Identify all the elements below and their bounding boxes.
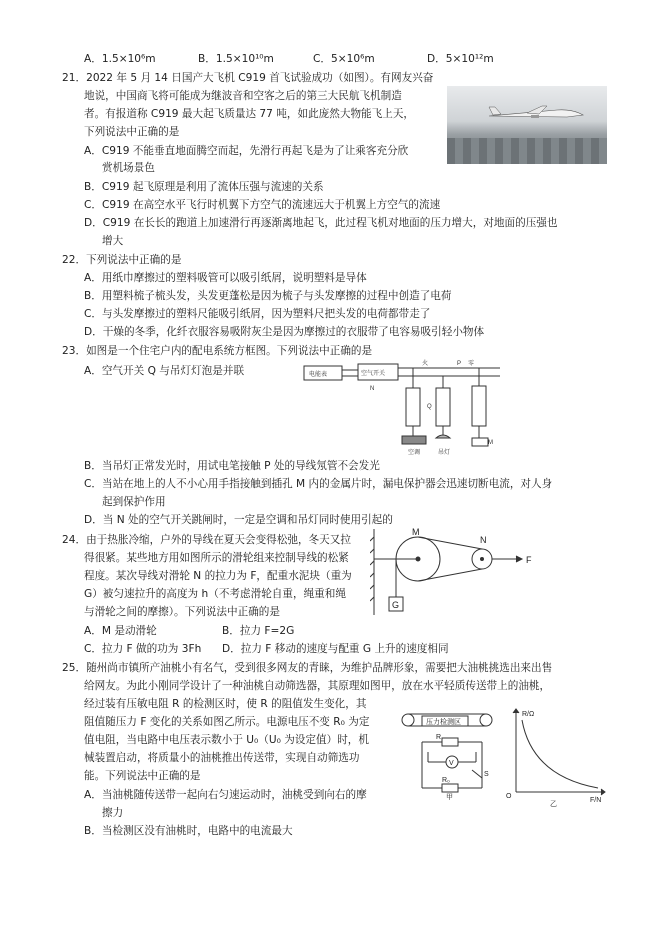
option-a: A．1.5×10⁶m [84, 53, 156, 65]
q-label: Q [427, 404, 432, 410]
main-switch-label: 空气开关 [361, 371, 386, 377]
q22-option-a: A．用纸巾摩擦过的塑料吸管可以吸引纸屑，说明塑料是导体 [84, 272, 367, 284]
r0-label: R₀ [442, 777, 450, 784]
m-label: M [412, 527, 420, 537]
zero-label: 零 [468, 361, 475, 367]
q24-stem-1: 24．由于热胀冷缩，户外的导线在夏天会变得松弛，冬天又拉 [62, 534, 351, 546]
q24-option-b: B．拉力 F=2G [222, 625, 295, 637]
q25-stem-2: 给网友。为此小刚同学设计了一种油桃自动筛选器，其原理如图甲，放在水平轻质传送带上的油桃， [84, 680, 551, 692]
q24-stem-3: 程度。某次导线对滑轮 N 的拉力为 F，配重水泥块（重为 [84, 570, 352, 582]
ac-label: 空调 [408, 450, 421, 456]
yi-label: 乙 [550, 801, 557, 808]
q24-option-a: A．M 是动滑轮 [84, 625, 157, 637]
q23-option-a: A．空气开关 Q 与吊灯灯泡是并联 [84, 365, 245, 377]
m-label: M [488, 440, 493, 446]
q25-stem-1: 25．随州尚市镇所产油桃小有名气，受到很多网友的青睐，为维护品牌形象，需要把大油桃挑选出来出售 [62, 662, 553, 674]
q24-stem-5: 与滑轮之间的摩擦）。下列说法中正确的是 [84, 606, 280, 618]
q22-option-d: D．干燥的冬季，化纤衣服容易吸附灰尘是因为摩擦过的衣服带了电容易吸引轻小物体 [84, 326, 485, 338]
g-label: G [392, 600, 400, 610]
lamp-label: 吊灯 [438, 450, 451, 456]
s-label: S [484, 771, 489, 778]
q23-option-c: C．当站在地上的人不小心用手指接触到插孔 M 内的金属片时，漏电保护器会迅速切断电流，对人身 [84, 478, 553, 490]
q25-stem-6: 械装置启动，将质量小的油桃推出传送带，实现自动筛选功 [84, 752, 360, 764]
n-label: N [370, 386, 375, 392]
q21-stem-1: 21．2022 年 5 月 14 日国产大飞机 C919 首飞试验成功（如图）。有网友兴奋 [62, 72, 434, 84]
q24-option-c: C．拉力 F 做的功为 3Fh [84, 643, 202, 655]
q21-option-a: A．C919 不能垂直地面腾空而起，先滑行再起飞是为了让乘客充分欣 [84, 145, 409, 157]
q21-stem-2: 地说，中国商飞将可能成为继波音和空客之后的第三大民航飞机制造 [84, 90, 402, 102]
option-c: C．5×10⁶m [313, 53, 375, 65]
q25-option-a-cont: 擦力 [102, 807, 124, 819]
x-axis-label: F/N [590, 797, 602, 804]
q21-option-b: B．C919 起飞原理是利用了流体压强与流速的关系 [84, 181, 324, 193]
p-label: P [457, 361, 462, 367]
pulley-diagram [370, 527, 550, 617]
q21-stem-4: 下列说法中正确的是 [84, 126, 180, 138]
q24-stem-2: 得很紧。某些地方用如图所示的滑轮组来控制导线的松紧 [84, 552, 349, 564]
q25-stem-3: 经过装有压敏电阻 R 的检测区时，使 R 的阻值发生变化，其 [84, 698, 367, 710]
q21-option-a-cont: 赏机场景色 [102, 162, 155, 174]
option-b: B．1.5×10¹⁰m [198, 53, 274, 65]
q24-option-d: D．拉力 F 移动的速度与配重 G 上升的速度相同 [222, 643, 449, 655]
q24-stem-4: G）被匀速拉升的高度为 h（不考虑滑轮自重，绳重和绳 [84, 588, 346, 600]
q23-option-b: B．当吊灯正常发光时，用试电笔接触 P 处的导线氖管不会发光 [84, 460, 380, 472]
airplane-photo [447, 86, 607, 164]
q22-option-c: C．与头发摩擦过的塑料尺能吸引纸屑，因为塑料尺把头发的电荷都带走了 [84, 308, 431, 320]
q25-stem-7: 能。下列说法中正确的是 [84, 770, 201, 782]
jia-label: 甲 [446, 794, 453, 800]
q21-stem-3: 者。有报道称 C919 最大起飞质量达 77 吨，如此庞然大物能飞上天， [84, 108, 415, 120]
q25-stem-4: 阻值随压力 F 变化的关系如图乙所示。电源电压不变 R₀ 为定 [84, 716, 370, 728]
origin-label: O [506, 793, 512, 800]
q22-option-b: B．用塑料梳子梳头发，头发更蓬松是因为梳子与头发摩擦的过程中创造了电荷 [84, 290, 452, 302]
f-label: F [526, 555, 532, 565]
n-label: N [480, 535, 487, 545]
q21-option-d-cont: 增大 [102, 235, 124, 247]
wiring-diagram [300, 356, 510, 456]
q23-option-c-cont: 起到保护作用 [102, 496, 166, 508]
circuit-diagram-jia [396, 708, 496, 800]
q23-option-d: D．当 N 处的空气开关跳闸时，一定是空调和吊灯同时使用引起的 [84, 514, 393, 526]
q25-option-a: A．当油桃随传送带一起向右匀速运动时，油桃受到向右的摩 [84, 789, 367, 801]
r-label: R [436, 734, 442, 741]
q21-option-d: D．C919 在长长的跑道上加速滑行再逐渐离地起飞，此过程飞机对地面的压力增大，对地面的压强也 [84, 217, 558, 229]
q21-option-c: C．C919 在高空水平飞行时机翼下方空气的流速远大于机翼上方空气的流速 [84, 199, 441, 211]
fire-label: 火 [422, 361, 429, 367]
q23-stem: 23．如图是一个住宅户内的配电系统方框图。下列说法中正确的是 [62, 345, 373, 357]
q25-option-b: B．当检测区没有油桃时，电路中的电流最大 [84, 825, 293, 837]
v-label: V [449, 760, 454, 767]
option-d: D．5×10¹²m [427, 53, 494, 65]
q22-stem: 22．下列说法中正确的是 [62, 254, 182, 266]
q25-stem-5: 值电阻，当电路中电压表示数小于 U₀（U₀ 为设定值）时，机 [84, 734, 369, 746]
belt-label: 压力检测区 [426, 719, 461, 726]
y-axis-label: R/Ω [522, 711, 535, 718]
meter-label: 电能表 [309, 372, 328, 378]
graph-yi [500, 706, 610, 810]
